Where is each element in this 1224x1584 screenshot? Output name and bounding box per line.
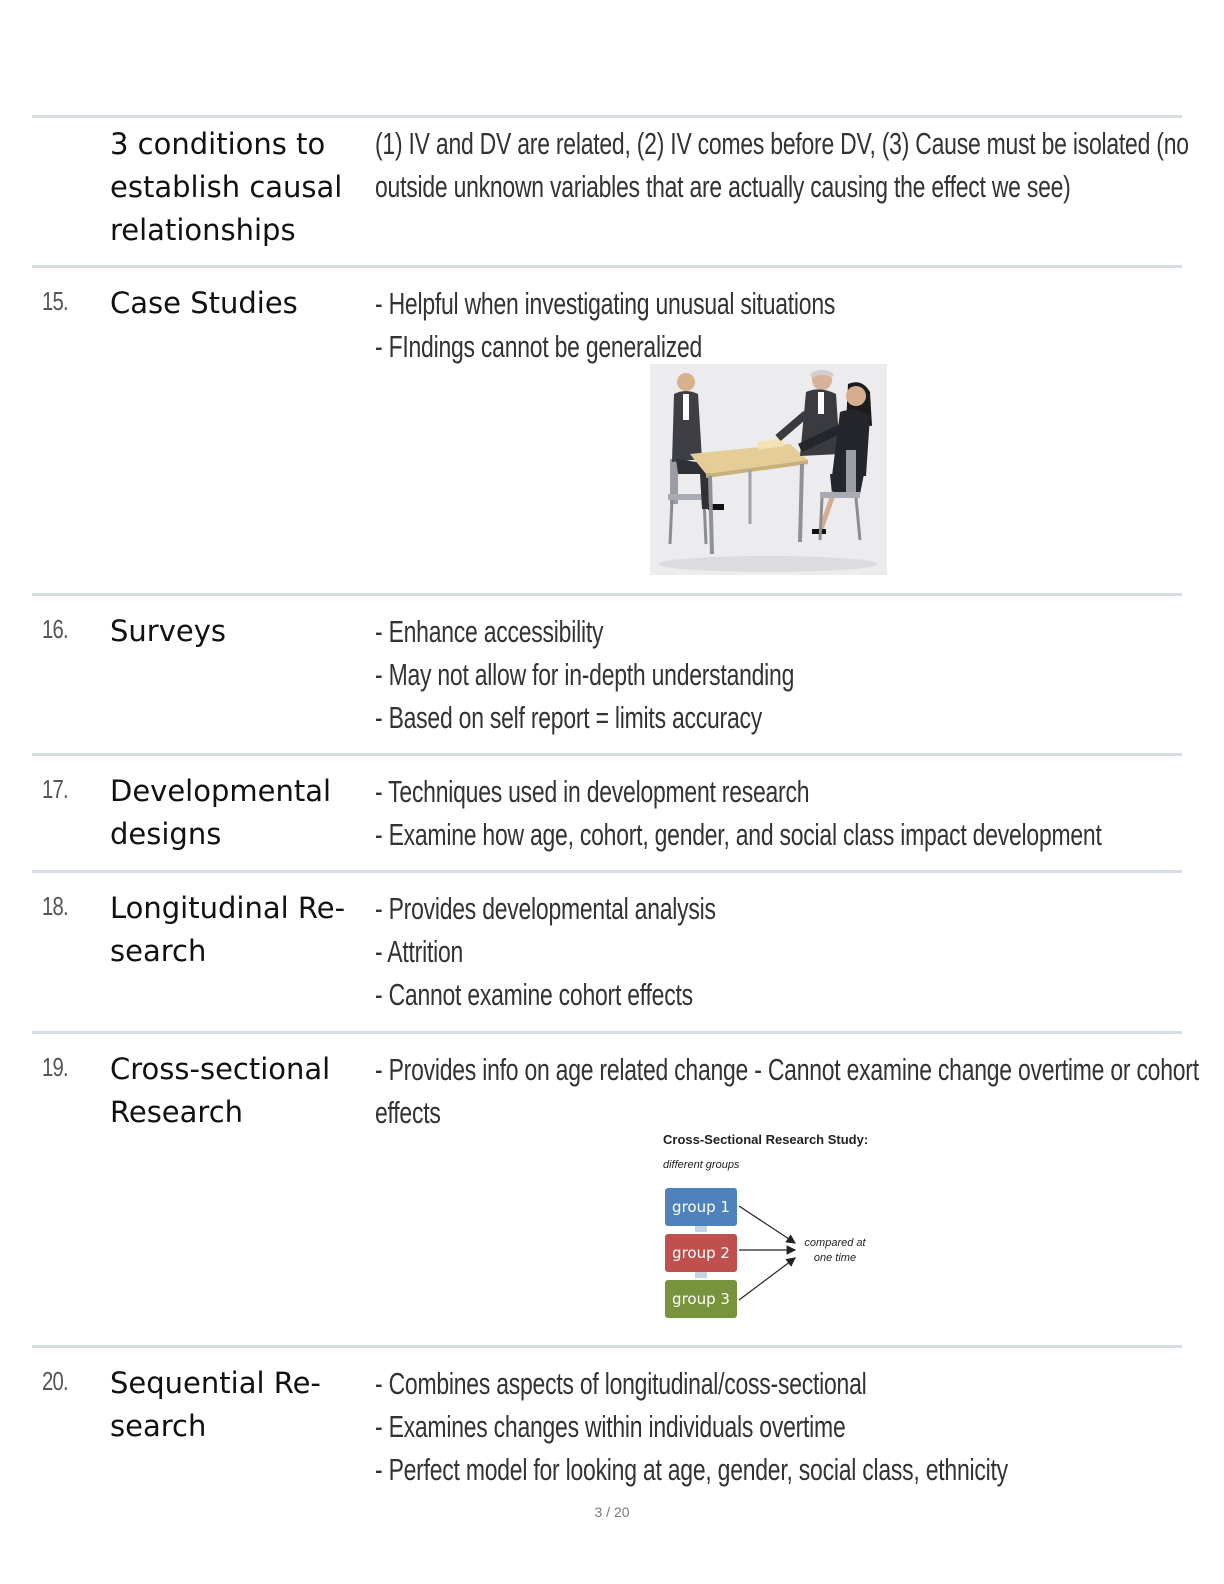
description-line: - Enhance accessibility — [375, 614, 604, 649]
row-number: 18. — [42, 891, 68, 921]
interview-photo — [650, 364, 887, 575]
row-number: 19. — [42, 1052, 68, 1082]
row-term: Sequential Re-search — [110, 1366, 321, 1443]
table-row — [32, 593, 1182, 756]
diagram-subtitle: different groups — [663, 1159, 740, 1171]
group-box: group 2 — [665, 1234, 737, 1272]
row-term: 3 conditions to establish causal relationships — [110, 127, 343, 247]
diagram-note — [795, 1236, 875, 1266]
table-row — [32, 753, 1182, 873]
group-box: group 3 — [665, 1280, 737, 1318]
description-line: - May not allow for in-depth understanding — [375, 657, 795, 692]
description-line: - Based on self report = limits accuracy — [375, 700, 762, 735]
row-description — [375, 887, 1204, 1016]
description-line: - Helpful when investigating unusual situations — [375, 286, 836, 321]
description-line: - Techniques used in development research — [375, 774, 810, 809]
diagram-note-line: one time — [813, 1252, 857, 1264]
table-row — [32, 1345, 1182, 1498]
row-term: Cross-sectional Research — [110, 1052, 331, 1129]
description-line: - Provides developmental analysis — [375, 891, 716, 926]
row-term: Case Studies — [110, 286, 298, 320]
cross-sectional-diagram — [655, 1128, 895, 1328]
description-line: effects — [375, 1095, 441, 1130]
table-row — [32, 265, 1182, 596]
page-number: 3 / 20 — [594, 1504, 630, 1520]
description-line: - Perfect model for looking at age, gender, social class, ethnicity — [375, 1452, 1008, 1487]
description-line: (1) IV and DV are related, (2) IV comes before DV, (3) Cause must be isolated (no — [375, 126, 1189, 161]
description-line: - Cannot examine cohort effects — [375, 977, 693, 1012]
group-box: group 1 — [665, 1188, 737, 1226]
description-line: outside unknown variables that are actually causing the effect we see) — [375, 169, 1071, 204]
description-line: - Attrition — [375, 934, 464, 969]
table-row — [32, 115, 1189, 268]
row-description — [375, 282, 1204, 368]
row-description — [375, 770, 1204, 856]
row-term: Surveys — [110, 614, 226, 648]
row-description — [375, 122, 1204, 208]
row-number: 16. — [42, 614, 68, 644]
row-description — [375, 610, 1204, 739]
description-line: - FIndings cannot be generalized — [375, 329, 703, 364]
row-number: 17. — [42, 774, 68, 804]
interview-illustration — [650, 364, 887, 575]
description-line: - Provides info on age related change - Cannot examine change overtime or cohort — [375, 1052, 1199, 1087]
row-number: 20. — [42, 1366, 68, 1396]
diagram-title: Cross-Sectional Research Study: — [663, 1132, 869, 1147]
table-row — [32, 1031, 1199, 1348]
row-description — [375, 1362, 1204, 1491]
row-description — [375, 1048, 1204, 1134]
description-line: - Examines changes within individuals overtime — [375, 1409, 846, 1444]
row-term: Longitudinal Re-search — [110, 891, 346, 968]
row-number: 15. — [42, 286, 68, 316]
description-line: - Combines aspects of longitudinal/coss-sectional — [375, 1366, 867, 1401]
table-row — [32, 870, 1182, 1034]
row-term: Developmental designs — [110, 774, 332, 851]
description-line: - Examine how age, cohort, gender, and social class impact development — [375, 817, 1102, 852]
diagram-note-line: compared at — [804, 1237, 866, 1249]
